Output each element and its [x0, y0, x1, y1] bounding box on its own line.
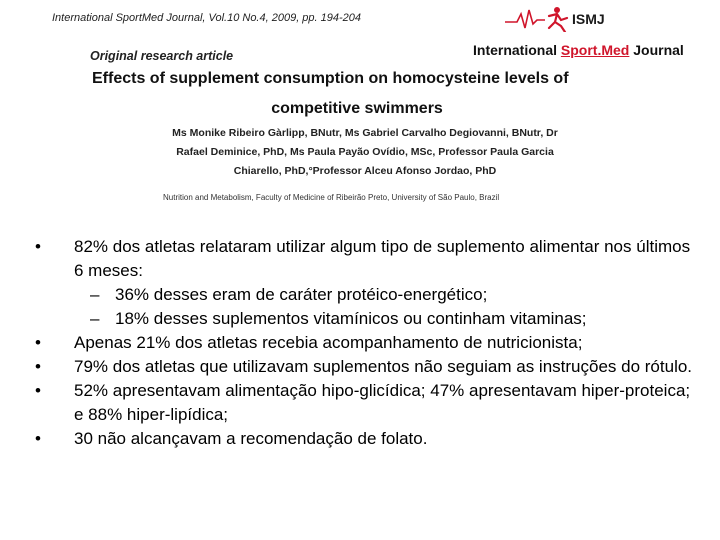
journal-citation: International SportMed Journal, Vol.10 No.4, 2009, pp. 194-204: [52, 12, 362, 24]
bullet-icon: •: [35, 381, 41, 400]
bullet-text: 82% dos atletas relataram utilizar algum tipo de suplemento alimentar nos últimos 6 meses:: [74, 237, 691, 280]
dash-icon: –: [90, 309, 100, 328]
bullet-list: [28, 235, 698, 451]
bullet-icon: •: [35, 429, 41, 448]
sub-bullet-text: 18% desses suplementos vitamínicos ou continham vitaminas;: [115, 309, 587, 328]
authors: [150, 124, 580, 181]
bullet-icon: •: [35, 357, 41, 376]
bullet-item: [28, 427, 698, 451]
logo-text: ISMJ: [572, 11, 605, 27]
bullet-text: 30 não alcançavam a recomendação de folato.: [74, 429, 428, 448]
ecg-runner-icon: [505, 6, 571, 32]
bullet-item: [28, 379, 698, 427]
authors-line3: Chiarello, PhD,°Professor Alceu Afonso Jordao, PhD: [233, 165, 497, 177]
bullet-text: 52% apresentavam alimentação hipo-glicídica; 47% apresentavam hiper-proteica; e 88% hiper-lipídica;: [74, 381, 691, 424]
sub-bullet-item: [28, 283, 698, 307]
ismj-logo: [505, 6, 605, 32]
dash-icon: –: [90, 285, 100, 304]
sub-bullet-item: [28, 307, 698, 331]
bullet-icon: •: [35, 237, 41, 256]
article-title: [92, 64, 622, 124]
bullet-item: [28, 235, 698, 283]
article-title-line2: competitive swimmers: [271, 100, 443, 117]
journal-name-suffix: Journal: [629, 42, 684, 58]
journal-name: [473, 42, 684, 58]
authors-line1: Ms Monike Ribeiro Gàrlipp, BNutr, Ms Gabriel Carvalho Degiovanni, BNutr, Dr: [172, 127, 558, 139]
journal-name-accent: Sport.Med: [560, 42, 630, 58]
bullet-icon: •: [35, 333, 41, 352]
sub-bullet-text: 36% desses eram de caráter protéico-energético;: [115, 285, 488, 304]
article-type: Original research article: [90, 49, 234, 63]
authors-line2: Rafael Deminice, PhD, Ms Paula Payão Ovídio, MSc, Professor Paula Garcia: [176, 146, 554, 158]
article-header-image: [0, 0, 720, 215]
journal-name-prefix: International: [473, 42, 561, 58]
article-title-line1: Effects of supplement consumption on homocysteine levels of: [92, 70, 569, 87]
bullet-item: [28, 355, 698, 379]
bullet-text: 79% dos atletas que utilizavam suplementos não seguiam as instruções do rótulo.: [74, 357, 693, 376]
bullet-item: [28, 331, 698, 355]
affiliation: Nutrition and Metabolism, Faculty of Medicine of Ribeirão Preto, University of São Paulo, Brazil: [163, 193, 500, 202]
bullet-text: Apenas 21% dos atletas recebia acompanhamento de nutricionista;: [74, 333, 583, 352]
